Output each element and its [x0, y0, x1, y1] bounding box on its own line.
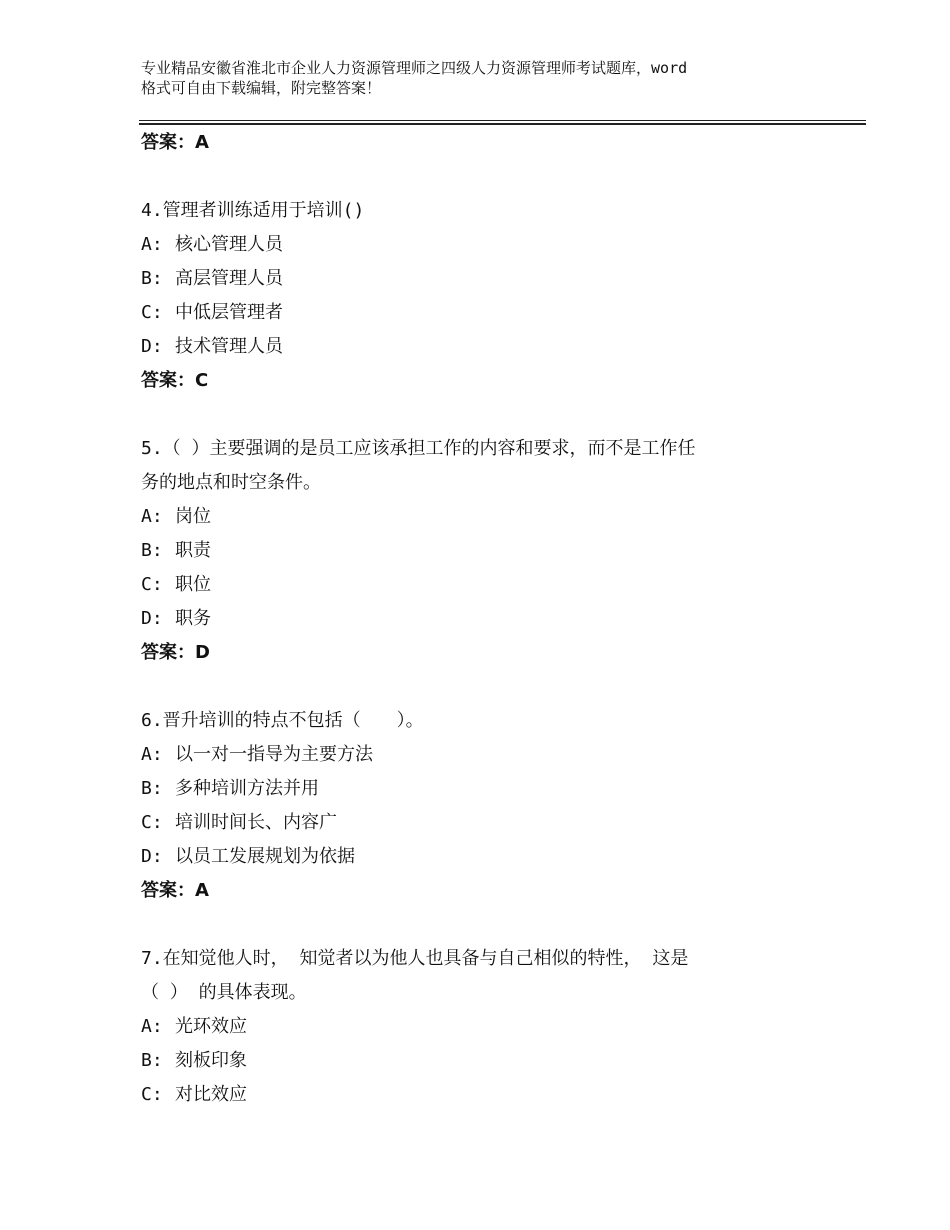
option-text: 职位	[175, 574, 211, 595]
option-letter: C:	[141, 1084, 163, 1105]
question-text-continued: （ ） 的具体表现。	[141, 982, 307, 1003]
question-text: 4.管理者训练适用于培训()	[141, 200, 365, 221]
question-item	[141, 704, 841, 908]
option-text: 职务	[175, 608, 211, 629]
answer-label: 答案：D	[141, 642, 210, 663]
option-text: 以一对一指导为主要方法	[175, 744, 373, 765]
option-a	[141, 500, 841, 534]
option-text: 职责	[175, 540, 211, 561]
option-c	[141, 296, 841, 330]
header-rule-thick	[139, 123, 866, 125]
option-a	[141, 738, 841, 772]
option-text: 培训时间长、内容广	[175, 812, 337, 833]
question-text: 6.晋升培训的特点不包括（ ）。	[141, 710, 424, 731]
option-text: 多种培训方法并用	[175, 778, 319, 799]
option-letter: B:	[141, 540, 163, 561]
question-text: 7.在知觉他人时， 知觉者以为他人也具备与自己相似的特性， 这是	[141, 948, 689, 969]
option-letter: D:	[141, 846, 163, 867]
option-d	[141, 840, 841, 874]
option-b	[141, 262, 841, 296]
option-text: 技术管理人员	[175, 336, 283, 357]
option-text: 核心管理人员	[175, 234, 283, 255]
option-text: 中低层管理者	[175, 302, 283, 323]
header-line-2: 格式可自由下载编辑，附完整答案！	[141, 79, 382, 97]
answer-label: 答案：C	[141, 370, 209, 391]
option-text: 光环效应	[175, 1016, 247, 1037]
question-item	[141, 942, 841, 1112]
answer-label: 答案：A	[141, 880, 209, 901]
option-letter: B:	[141, 268, 163, 289]
option-text: 岗位	[175, 506, 211, 527]
header-line-1: 专业精品安徽省淮北市企业人力资源管理师之四级人力资源管理师考试题库，word	[141, 59, 688, 77]
option-text: 以员工发展规划为依据	[175, 846, 355, 867]
option-text: 对比效应	[175, 1084, 247, 1105]
option-d	[141, 602, 841, 636]
option-b	[141, 534, 841, 568]
option-letter: D:	[141, 336, 163, 357]
question-text: 5.（ ）主要强调的是员工应该承担工作的内容和要求，而不是工作任	[141, 438, 696, 459]
answer-label: 答案：A	[141, 132, 209, 153]
option-letter: C:	[141, 812, 163, 833]
option-a	[141, 228, 841, 262]
option-c	[141, 806, 841, 840]
option-text: 高层管理人员	[175, 268, 283, 289]
option-text: 刻板印象	[175, 1050, 247, 1071]
question-item	[141, 432, 841, 670]
option-a	[141, 1010, 841, 1044]
option-letter: D:	[141, 608, 163, 629]
option-letter: C:	[141, 302, 163, 323]
option-b	[141, 1044, 841, 1078]
option-letter: B:	[141, 778, 163, 799]
option-letter: A:	[141, 1016, 163, 1037]
option-letter: A:	[141, 744, 163, 765]
document-header	[141, 58, 841, 98]
option-letter: B:	[141, 1050, 163, 1071]
option-c	[141, 1078, 841, 1112]
option-letter: A:	[141, 234, 163, 255]
question-text-continued: 务的地点和时空条件。	[141, 472, 321, 493]
option-letter: A:	[141, 506, 163, 527]
header-rule-thin	[139, 120, 866, 121]
option-letter: C:	[141, 574, 163, 595]
option-b	[141, 772, 841, 806]
option-d	[141, 330, 841, 364]
question-item	[141, 194, 841, 398]
question-list	[141, 126, 841, 1112]
option-c	[141, 568, 841, 602]
